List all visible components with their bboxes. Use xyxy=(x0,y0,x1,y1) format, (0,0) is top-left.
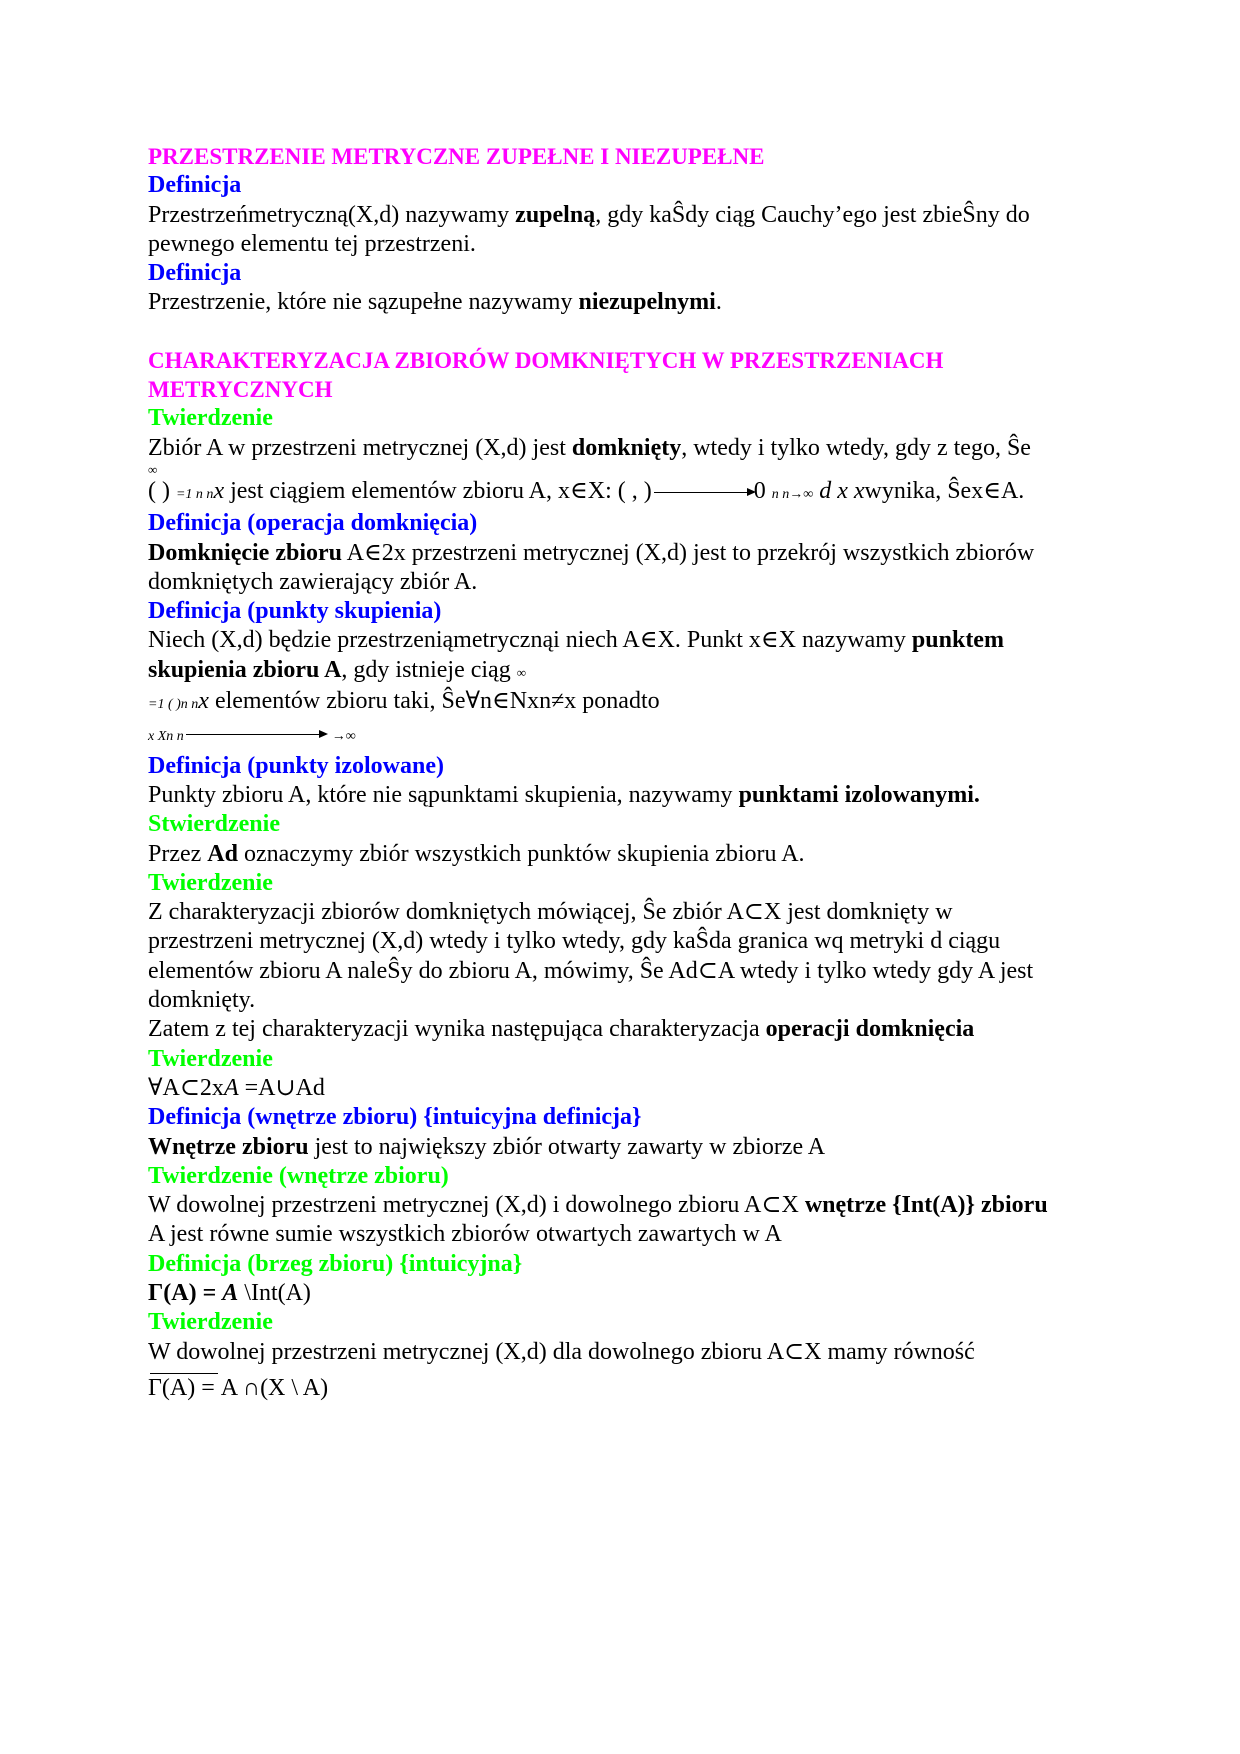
statement-title: Stwierdzenie xyxy=(148,811,280,838)
theorem-text: elementów zbioru A naleŜy do zbioru A, mówimy, Ŝe Ad⊂A wtedy i tylko wtedy gdy A jest xyxy=(148,957,1034,984)
text: A∈2x przestrzeni metrycznej (X,d) jest to przekrój wszystkich zbiorów xyxy=(341,539,1035,566)
theorem-text: W dowolnej przestrzeni metrycznej (X,d) dla dowolnego zbioru A⊂X mamy równość xyxy=(148,1338,975,1365)
text: , gdy istnieje ciąg xyxy=(341,656,517,683)
math-var: x xyxy=(198,688,209,715)
definition-title: Definicja (operacja domknięcia) xyxy=(148,510,478,537)
theorem-text: przestrzeni metrycznej (X,d) wtedy i tylko wtedy, gdy kaŜda granica wq metryki d ciągu xyxy=(148,928,1001,955)
document-page xyxy=(148,142,1098,1403)
text: Przestrzeńmetryczną(X,d) nazywamy xyxy=(148,201,516,228)
definition-text xyxy=(148,201,1098,230)
term-bold: punktami izolowanymi. xyxy=(738,781,980,808)
text: ( ) xyxy=(148,477,176,504)
theorem-title: Twierdzenie xyxy=(148,1045,273,1072)
subscript: →∞ xyxy=(331,729,356,745)
infinity-symbol: ∞ xyxy=(516,664,526,680)
text: jest ciągiem elementów zbioru A, x∈X: ( , ) xyxy=(224,477,652,504)
subscript: n n→∞ xyxy=(771,486,814,502)
infinity-symbol: ∞ xyxy=(148,461,158,477)
subscript: =1 n n xyxy=(175,486,214,502)
definition-formula-line xyxy=(148,687,1098,719)
text: Niech (X,d) będzie przestrzeniąmetrycznąi niech A∈X. Punkt x∈X nazywamy xyxy=(148,627,912,654)
definition-text: pewnego elementu tej przestrzeni. xyxy=(148,230,476,257)
definition-text xyxy=(148,626,1098,655)
definition-title: Definicja (punkty izolowane) xyxy=(148,752,444,779)
section-heading-complete-spaces: PRZESTRZENIE METRYCZNE ZUPEŁNE I NIEZUPEŁNE xyxy=(148,144,765,169)
text: Zbiór A w przestrzeni metrycznej (X,d) jest xyxy=(148,434,572,461)
term-bold: wnętrze {Int(A)} zbioru xyxy=(804,1192,1048,1219)
text: \Int(A) xyxy=(238,1279,311,1306)
limit-arrow xyxy=(186,734,326,735)
theorem-formula-line xyxy=(148,477,1098,509)
term-bold: Ad xyxy=(207,840,238,867)
math-var: A xyxy=(222,1279,239,1306)
definition-text xyxy=(148,288,1098,317)
term-bold: Γ(A) = xyxy=(148,1279,223,1306)
term-bold: operacji domknięcia xyxy=(765,1016,975,1043)
math-expr: x Xn n xyxy=(148,729,184,745)
definition-title: Definicja (wnętrze zbioru) {intuicyjna definicja} xyxy=(148,1104,642,1131)
term-bold: domknięty xyxy=(571,434,682,461)
text: jest to największy zbiór otwarty zawarty w zbiorze A xyxy=(308,1133,826,1160)
subscript: =1 ( ) xyxy=(148,697,181,713)
term-bold: skupienia zbioru A xyxy=(148,656,342,683)
text: Przestrzenie, które nie sązupełne nazywamy xyxy=(148,289,579,316)
theorem-text: A jest równe sumie wszystkich zbiorów otwartych zawartych w A xyxy=(148,1221,782,1248)
subscript: n n xyxy=(180,697,199,713)
definition-formula xyxy=(148,1279,1098,1308)
theorem-title: Twierdzenie xyxy=(148,405,273,432)
text: =A∪Ad xyxy=(238,1074,325,1101)
theorem-text: Z charakteryzacji zbiorów domkniętych mówiącej, Ŝe zbiór A⊂X jest domknięty w xyxy=(148,899,953,926)
definition-title: Definicja xyxy=(148,172,242,199)
boundary-formula: Γ(A) = A ∩(X \ A) xyxy=(148,1374,329,1401)
text: oznaczymy zbiór wszystkich punktów skupienia zbioru A. xyxy=(237,840,805,867)
theorem-text xyxy=(148,1191,1098,1220)
math-expr: d x x xyxy=(813,477,865,504)
math-var: A xyxy=(223,1074,239,1101)
theorem-title: Twierdzenie xyxy=(148,869,273,896)
statement-text xyxy=(148,840,1098,869)
theorem-formula xyxy=(148,1074,1098,1103)
term-bold: zupelną xyxy=(515,201,596,228)
text: 0 xyxy=(753,477,772,504)
theorem-text xyxy=(148,434,1098,463)
text: elementów zbioru taki, Ŝe∀n∈Nxn≠x ponadto xyxy=(208,688,660,715)
text: Przez xyxy=(148,840,208,867)
definition-text xyxy=(148,539,1098,568)
text: W dowolnej przestrzeni metrycznej (X,d) i dowolnego zbioru A⊂X xyxy=(148,1192,805,1219)
term-bold: Domknięcie zbioru xyxy=(148,539,342,566)
section-heading-closed-sets: CHARAKTERYZACJA ZBIORÓW DOMKNIĘTYCH W PRZESTRZENIACH xyxy=(148,347,944,373)
definition-title-green: Definicja (brzeg zbioru) {intuicyjna} xyxy=(148,1250,523,1277)
theorem-text xyxy=(148,1015,1098,1044)
spacer xyxy=(148,318,1098,346)
limit-arrow xyxy=(654,492,754,493)
term-bold: punktem xyxy=(911,627,1004,654)
theorem-text: domknięty. xyxy=(148,987,256,1014)
text: ∀A⊂2x xyxy=(148,1074,224,1101)
limit-formula-line xyxy=(148,719,1098,751)
definition-text xyxy=(148,781,1098,810)
math-var: x xyxy=(213,477,225,504)
theorem-title: Twierdzenie xyxy=(148,1309,273,1336)
theorem-title: Twierdzenie (wnętrze zbioru) xyxy=(148,1162,449,1189)
definition-title: Definicja xyxy=(148,260,242,287)
definition-text: domkniętych zawierający zbiór A. xyxy=(148,568,478,595)
definition-text xyxy=(148,1133,1098,1162)
definition-text xyxy=(148,656,1098,687)
text: wynika, Ŝex∈A. xyxy=(864,477,1025,504)
definition-title: Definicja (punkty skupienia) xyxy=(148,598,442,625)
section-heading-closed-sets-cont: METRYCZNYCH xyxy=(148,377,333,403)
text: Punkty zbioru A, które nie sąpunktami skupienia, nazywamy xyxy=(148,781,739,808)
text: . xyxy=(715,289,722,316)
term-bold: niezupelnymi xyxy=(578,289,716,316)
text: Zatem z tej charakteryzacji wynika następująca charakteryzacja xyxy=(148,1016,766,1043)
text: , gdy kaŜdy ciąg Cauchy’ego jest zbieŜny do xyxy=(595,201,1030,228)
text: , wtedy i tylko wtedy, gdy z tego, Ŝe xyxy=(681,434,1031,461)
term-bold: Wnętrze zbioru xyxy=(148,1133,309,1160)
